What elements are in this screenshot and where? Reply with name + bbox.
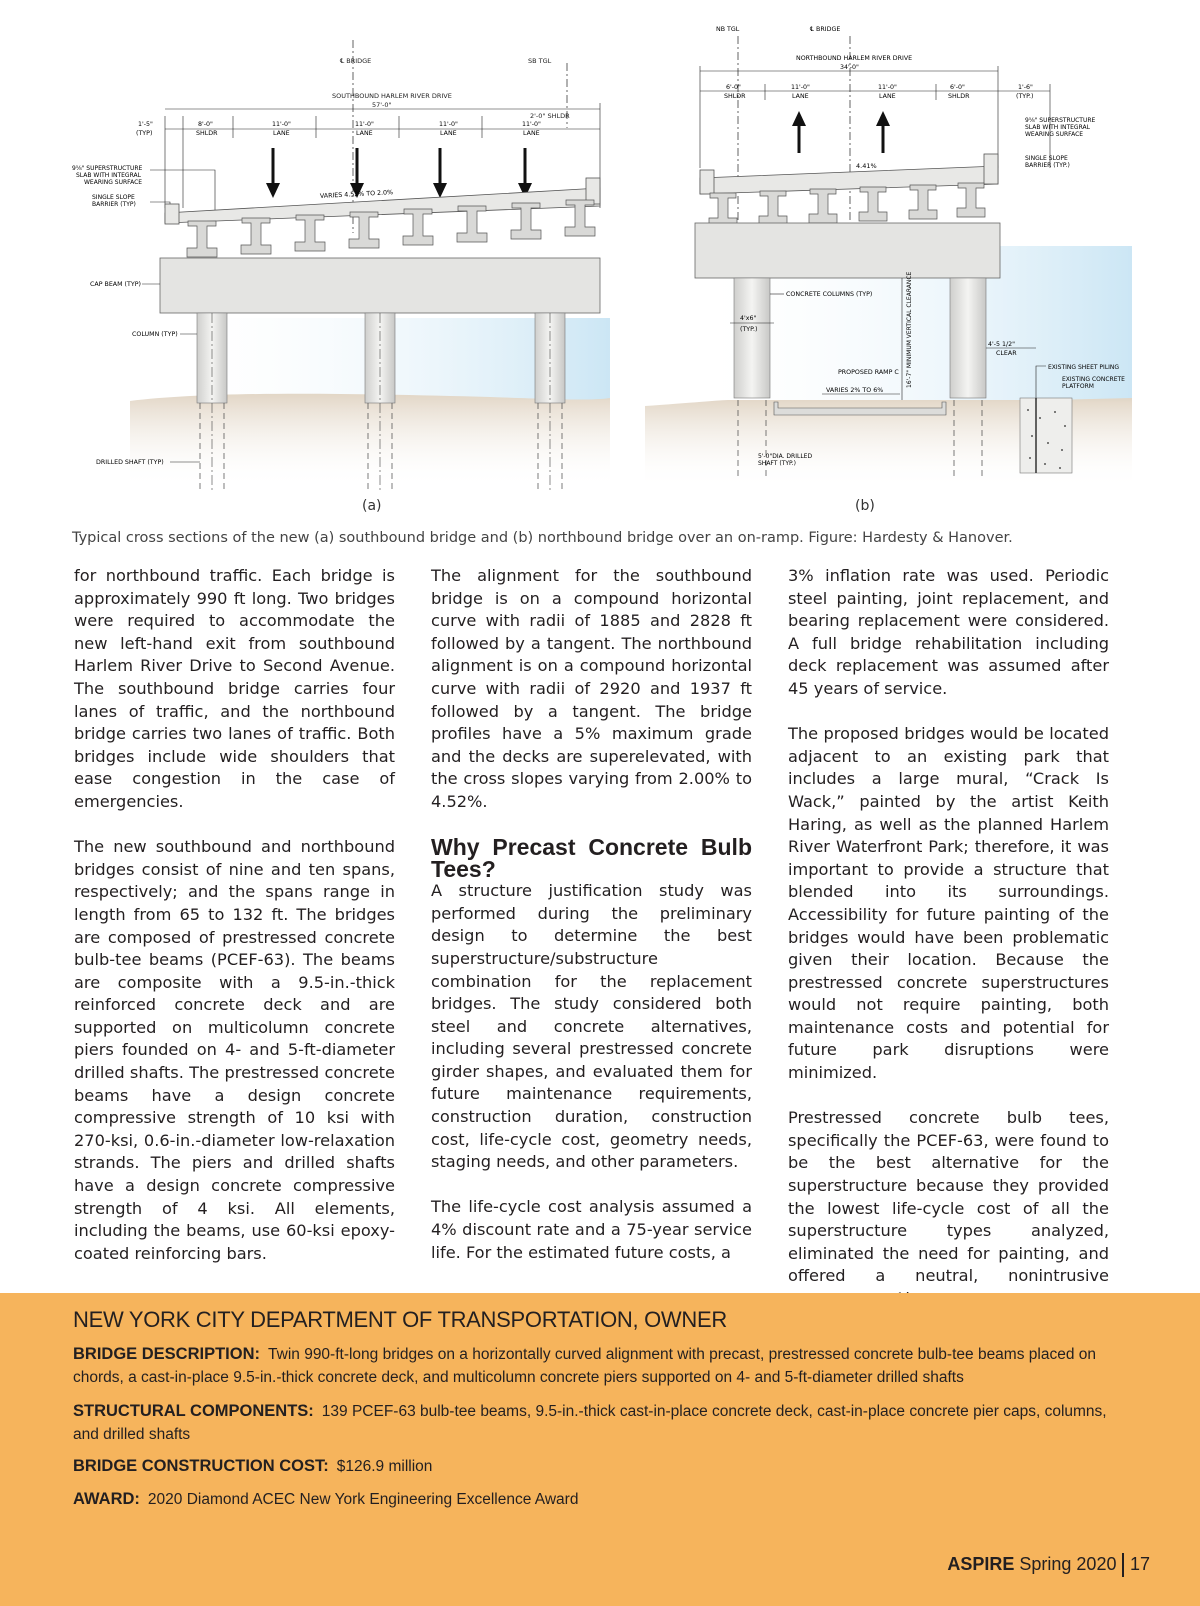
col3-paragraph-2: The proposed bridges would be located adjacent to an existing park that includes a large mural, “Crack Is Wack,” painted by the artist Keith Haring, as well as the planned Harlem River Waterfront Park; therefore, it was important to provide a structure that blended into its surroundings. Accessibility for future painting of the bridges would have been problematic given their location. Because the prestressed concrete superstructures would not require painting, both maintenance costs and potential for future park disruptions were minimized. <box>788 724 1109 1083</box>
section-b <box>645 26 1132 488</box>
b-drilled-2: SHAFT (TYP.) <box>758 460 796 467</box>
a-dim-2-l: LANE <box>273 130 290 137</box>
b-width: 34'-0" <box>840 64 859 71</box>
b-lane-arrows <box>792 111 890 153</box>
b-sheet-piling: EXISTING SHEET PILING <box>1048 364 1120 371</box>
a-drive-label: SOUTHBOUND HARLEM RIVER DRIVE <box>332 92 452 100</box>
a-dim-3-l: LANE <box>356 130 373 137</box>
b-dim-1-v: 11'-0" <box>791 84 810 91</box>
b-dim-0-v: 6'-0" <box>726 84 741 91</box>
b-clear: CLEAR <box>996 350 1017 357</box>
a-lane-arrows <box>266 148 532 198</box>
a-slab-note-2: SLAB WITH INTEGRAL <box>76 172 141 179</box>
column-2 <box>431 565 752 1287</box>
a-dim-4-v: 11'-0" <box>439 121 458 128</box>
a-dim-0-l: (TYP) <box>136 130 153 137</box>
b-dim-4-v: 1'-6" <box>1018 84 1033 91</box>
section-heading: Why Precast Concrete Bulb Tees? <box>431 834 752 883</box>
a-dim-5-v: 11'-0" <box>522 121 541 128</box>
b-barrier-note-2: BARRIER (TYP.) <box>1025 162 1070 169</box>
bridge-description-label: BRIDGE DESCRIPTION: <box>73 1345 261 1363</box>
a-dim-5-l: LANE <box>523 130 540 137</box>
structural-components-text: 139 PCEF-63 bulb-tee beams, 9.5-in.-thick cast-in-place concrete deck, cast-in-place concrete pier caps, columns, and drilled shafts <box>73 1403 1107 1443</box>
b-clearance: 16'-7" MINIMUM VERTICAL CLEARANCE <box>906 271 913 388</box>
figure-label-a: (a) <box>362 498 382 514</box>
a-dim-2-v: 11'-0" <box>272 121 291 128</box>
sidebar-title: NEW YORK CITY DEPARTMENT OF TRANSPORTATION, OWNER <box>73 1307 727 1332</box>
figure-caption: Typical cross sections of the new (a) southbound bridge and (b) northbound bridge over an on-ramp. Figure: Hardesty & Hanover. <box>72 530 1013 546</box>
b-cap-beam <box>695 223 1000 278</box>
col1-paragraph-2: The new southbound and northbound bridges consist of nine and ten spans, respectively; and the spans range in length from 65 to 132 ft. The bridges are composed of prestressed concrete bulb-tee beams (PCEF-63). The beams are composite with a 9.5-in.-thick reinforced concrete deck and are supported on multicolumn concrete piers founded on 4- and 5-ft-diameter drilled shafts. The prestressed concrete beams have a design concrete compressive strength of 10 ksi with 270-ksi, 0.6-in.-diameter low-relaxation strands. The piers and drilled shafts have a design concrete compressive strength of 4 ksi. All elements, including the beams, use 60-ksi epoxy-coated reinforcing bars. <box>74 837 395 1263</box>
column-3 <box>788 565 1109 1333</box>
bridge-description-text: Twin 990-ft-long bridges on a horizontally curved alignment with precast, prestressed concrete bulb-tee beams placed on chords, a cast-in-place 9.5-in.-thick concrete deck, and multicolumn concrete piers supported on 4- and 5-ft-diameter drilled shafts <box>73 1346 1096 1386</box>
section-a <box>72 40 610 493</box>
a-dim-0-v: 1'-5" <box>138 121 153 128</box>
construction-cost-row <box>73 1455 1133 1478</box>
structural-components-label: STRUCTURAL COMPONENTS: <box>73 1402 314 1420</box>
a-varies: VARIES 4.52% TO 2.0% <box>319 189 394 200</box>
a-cap-beam <box>160 258 600 313</box>
b-drilled-1: 5'-0"DIA. DRILLED <box>758 453 813 460</box>
b-col-size: 4'x6" <box>740 315 757 322</box>
col1-paragraph-1: for northbound traffic. Each bridge is approximately 990 ft long. Two bridges were required to accommodate the new left-hand exit from southbound Harlem River Drive to Second Avenue. The southbound bridge carries four lanes of traffic, and the northbound bridge carries two lanes of traffic. Both bridges include wide shoulders that ease congestion in the case of emergencies. <box>74 566 395 811</box>
b-slope: 4.41% <box>856 162 877 170</box>
col2-paragraph-3: The life-cycle cost analysis assumed a 4% discount rate and a 75-year service life. For the estimated future costs, a <box>431 1197 752 1262</box>
b-drive-label: NORTHBOUND HARLEM RIVER DRIVE <box>796 55 913 62</box>
a-shldr-right: 2'-0" SHLDR <box>530 112 570 120</box>
a-slab-note-3: WEARING SURFACE <box>84 179 143 186</box>
col3-paragraph-3: Prestressed concrete bulb tees, specifically the PCEF-63, were found to be the best alternative for the superstructure because they provided the lowest life-cycle cost of all the superstructure types analyzed, eliminated the need for painting, and offered a neutral, nonintrusive <box>788 1108 1109 1286</box>
a-dim-3-v: 11'-0" <box>355 121 374 128</box>
b-dim-2-v: 11'-0" <box>878 84 897 91</box>
col3-paragraph-1: 3% inflation rate was used. Periodic steel painting, joint replacement, and bearing replacement were considered. A full bridge rehabilitation including deck replacement was assumed after 45 years of service. <box>788 566 1109 698</box>
a-column-label: COLUMN (TYP) <box>132 331 178 338</box>
b-proposed-ramp: PROPOSED RAMP C <box>838 369 899 376</box>
a-cap-beam-label: CAP BEAM (TYP) <box>90 281 141 288</box>
b-platform-1: EXISTING CONCRETE <box>1062 376 1125 383</box>
cross-section-figure <box>70 18 1162 530</box>
column-1 <box>74 565 395 1288</box>
a-width: 57'-0" <box>372 101 392 109</box>
b-dim-3-v: 6'-0" <box>950 84 965 91</box>
a-slab-note-1: 9⅝" SUPERSTRUCTURE <box>72 165 143 172</box>
a-cl-bridge: ℄ BRIDGE <box>340 57 372 65</box>
b-varies: VARIES 2% TO 6% <box>826 387 884 394</box>
construction-cost-label: BRIDGE CONSTRUCTION COST: <box>73 1457 329 1475</box>
b-slab-note-1: 9⅝" SUPERSTRUCTURE <box>1025 117 1096 124</box>
b-dim-4-l: (TYP.) <box>1016 93 1034 100</box>
b-dims <box>724 84 1033 100</box>
b-dim-2-l: LANE <box>879 93 896 100</box>
bridge-description-row <box>73 1343 1133 1389</box>
a-barrier-note-2: BARRIER (TYP) <box>92 201 136 208</box>
magazine-brand: ASPIRE <box>947 1553 1015 1574</box>
b-nb-tgl: NB TGL <box>716 26 740 33</box>
a-sb-tgl: SB TGL <box>528 57 552 65</box>
cross-section-drawing <box>70 18 1162 530</box>
award-label: AWARD: <box>73 1490 140 1508</box>
b-col-typ: (TYP.) <box>740 326 758 333</box>
a-dim-1-v: 8'-0" <box>198 121 213 128</box>
col2-paragraph-1: The alignment for the southbound bridge is on a compound horizontal curve with radii of 1885 and 2828 ft followed by a tangent. The northbound alignment is on a compound horizontal curve with radii of 2920 and 1937 ft followed by a tangent. The bridge profiles have a 5% maximum grade and the decks are superelevated, with the cross slopes varying from 2.00% to 4.52%. <box>431 566 752 811</box>
construction-cost-text: $126.9 million <box>336 1458 433 1475</box>
b-dim-0-l: SHLDR <box>724 93 746 100</box>
a-dim-1-l: SHLDR <box>196 130 218 137</box>
issue-label: Spring 2020 <box>1019 1553 1117 1574</box>
b-clear-dim: 4'-5 1/2" <box>988 341 1016 348</box>
figure-label-b: (b) <box>855 498 875 514</box>
b-concrete-columns: CONCRETE COLUMNS (TYP) <box>786 291 873 298</box>
award-row <box>73 1488 1133 1511</box>
page-number: 17 <box>1129 1553 1150 1574</box>
b-slab-note-3: WEARING SURFACE <box>1025 131 1084 138</box>
a-drilled-shaft-label: DRILLED SHAFT (TYP) <box>96 459 164 466</box>
footer-divider <box>1122 1553 1124 1577</box>
b-barrier-note-1: SINGLE SLOPE <box>1025 155 1068 162</box>
col2-paragraph-2: A structure justification study was performed during the preliminary design to determine the best superstructure/substructure combination for the replacement bridges. The study considered both steel and concrete alternatives, including several prestressed concrete girder shapes, and evaluated them for future maintenance requirements, construction duration, construction cost, life-cycle cost, geometry needs, staging needs, and other parameters. <box>431 881 752 1172</box>
b-platform-2: PLATFORM <box>1062 383 1094 390</box>
b-cl-bridge: ℄ BRIDGE <box>810 26 841 33</box>
a-dim-4-l: LANE <box>440 130 457 137</box>
award-text: 2020 Diamond ACEC New York Engineering Excellence Award <box>147 1491 579 1508</box>
structural-components-row <box>73 1400 1133 1446</box>
a-barrier-note-1: SINGLE SLOPE <box>92 194 135 201</box>
b-dim-3-l: SHLDR <box>948 93 970 100</box>
b-slab-note-2: SLAB WITH INTEGRAL <box>1025 124 1090 131</box>
page-footer <box>947 1553 1150 1577</box>
b-dim-1-l: LANE <box>792 93 809 100</box>
